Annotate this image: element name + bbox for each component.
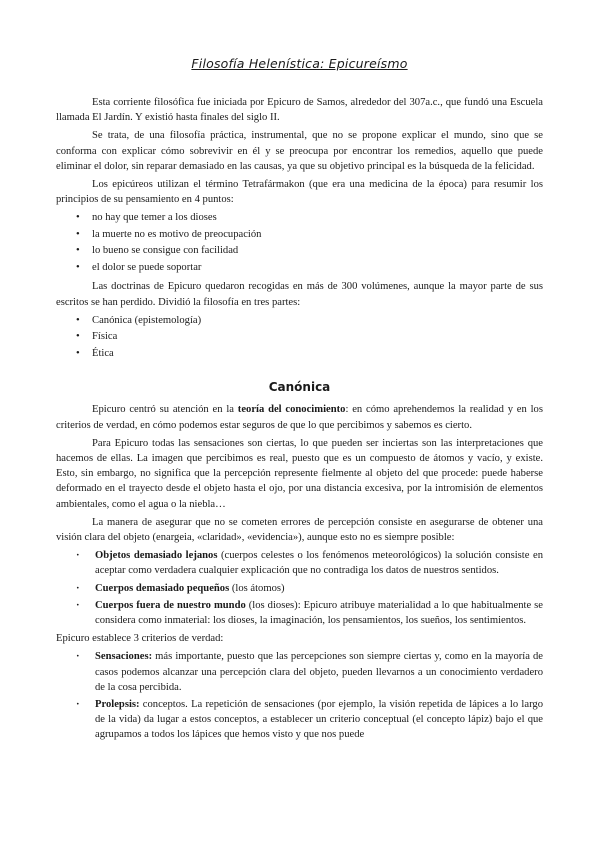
list-item xyxy=(76,548,543,578)
document-title: Filosofía Helenística: Epicureísmo xyxy=(191,56,408,71)
text-run: (cuerpos celestes o los fenómenos meteorológicos) la solución consiste en aceptar como verdadera cualquier explicación que no contradiga los datos de nuestros sentidos. xyxy=(95,550,543,577)
bold-term: Cuerpos fuera de nuestro mundo xyxy=(95,599,246,611)
list-item xyxy=(76,697,543,743)
philosophy-parts-list xyxy=(56,313,543,363)
list-item: • Física xyxy=(76,329,543,346)
text-run: conceptos. La repetición de sensaciones (por ejemplo, la visión repetida de lápices a lo largo de la vida) da lugar a estos conceptos, a establecer un criterio conceptual (el concepto lápiz) bajo el que agrupamos a todos los lápices que hemos visto y que nos puede xyxy=(95,698,543,741)
list-item: • no hay que temer a los dioses xyxy=(76,210,543,227)
tetrafarmakon-list xyxy=(56,210,543,276)
list-item xyxy=(76,649,543,695)
intro-paragraph-2: Se trata, de una filosofía práctica, instrumental, que no se propone explicar el mundo, sino que se conforma con explicar cómo sobrevivir en él y se preocupa por encontrar los remedios, aquello que puede eliminar el dolor, sin reparar demasiado en las causas, ya que su objetivo principal es la búsqueda de la felicidad. xyxy=(56,130,543,172)
bold-term: Prolepsis: xyxy=(95,698,140,710)
intro-paragraph-1: Esta corriente filosófica fue iniciada por Epicuro de Samos, alrededor del 307a.c., que fundó una Escuela llamada El Jardín. Y existió hasta finales del siglo II. xyxy=(56,97,543,124)
text-run: (los átomos) xyxy=(229,582,285,594)
canonica-paragraph-4: Epicuro establece 3 criterios de verdad: xyxy=(56,633,224,645)
canonica-paragraph-3: La manera de asegurar que no se cometen errores de percepción consiste en asegurarse de obtener una visión clara del objeto (enargeia, «claridad», «evidencia»), aunque esto no es siempre posible: xyxy=(56,516,543,543)
text-run: más importante, puesto que las percepciones son siempre ciertas y, como en la mayoría de casos podemos alcanzar una percepción clara del objeto, pueden llevarnos a un conocimiento verdadero de la cosa percibida. xyxy=(95,651,543,693)
list-item: • Ética xyxy=(76,346,543,363)
perception-errors-list xyxy=(56,548,543,628)
canonica-paragraph-1 xyxy=(56,402,543,432)
list-item: • Canónica (epistemología) xyxy=(76,313,543,330)
intro-paragraph-3: Los epicúreos utilizan el término Tetrafármakon (que era una medicina de la época) para resumir los principios de su pensamiento en 4 puntos: xyxy=(56,179,543,206)
bold-term: Objetos demasiado lejanos xyxy=(95,550,218,562)
canonica-paragraph-2: Para Epicuro todas las sensaciones son ciertas, lo que pueden ser inciertas son las interpretaciones que hacemos de ellas. La imagen que percibimos es real, puesto que es un compuesto de átomos y vacío, y existe. Esto, sin embargo, no significa que la percepción represente fielmente al objeto del que procede: puede haberse deformado en el trayecto desde el objeto hasta el ojo, por una distancia excesiva, por la intromisión de elementos ambientales, como el agua o la niebla… xyxy=(56,437,543,510)
bold-term: Sensaciones: xyxy=(95,651,153,663)
truth-criteria-list xyxy=(56,649,543,742)
bold-term: teoría del conocimiento xyxy=(237,404,346,416)
list-item xyxy=(76,598,543,628)
intro-paragraph-4: Las doctrinas de Epicuro quedaron recogidas en más de 300 volúmenes, aunque la mayor parte de sus escritos se han perdido. Dividió la filosofía en tres partes: xyxy=(56,281,543,308)
list-item xyxy=(76,581,543,596)
text-run: (los dioses): Epicuro atribuye materialidad a lo que habitualmente se considera como inmaterial: los dioses, la imaginación, los pensamientos, los sueños, los sentimientos. xyxy=(95,599,543,626)
list-item: • lo bueno se consigue con facilidad xyxy=(76,243,543,260)
text-run: Epicuro centró su atención en la xyxy=(92,404,238,416)
section-heading-canonica: Canónica xyxy=(268,380,331,395)
bold-term: Cuerpos demasiado pequeños xyxy=(95,582,230,594)
text-run: : en cómo aprehendemos la realidad y en los criterios de verdad, en cómo podemos estar seguros de que lo que percibimos y sabemos es cierto. xyxy=(56,404,543,431)
list-item: • el dolor se puede soportar xyxy=(76,260,543,277)
list-item: • la muerte no es motivo de preocupación xyxy=(76,227,543,244)
